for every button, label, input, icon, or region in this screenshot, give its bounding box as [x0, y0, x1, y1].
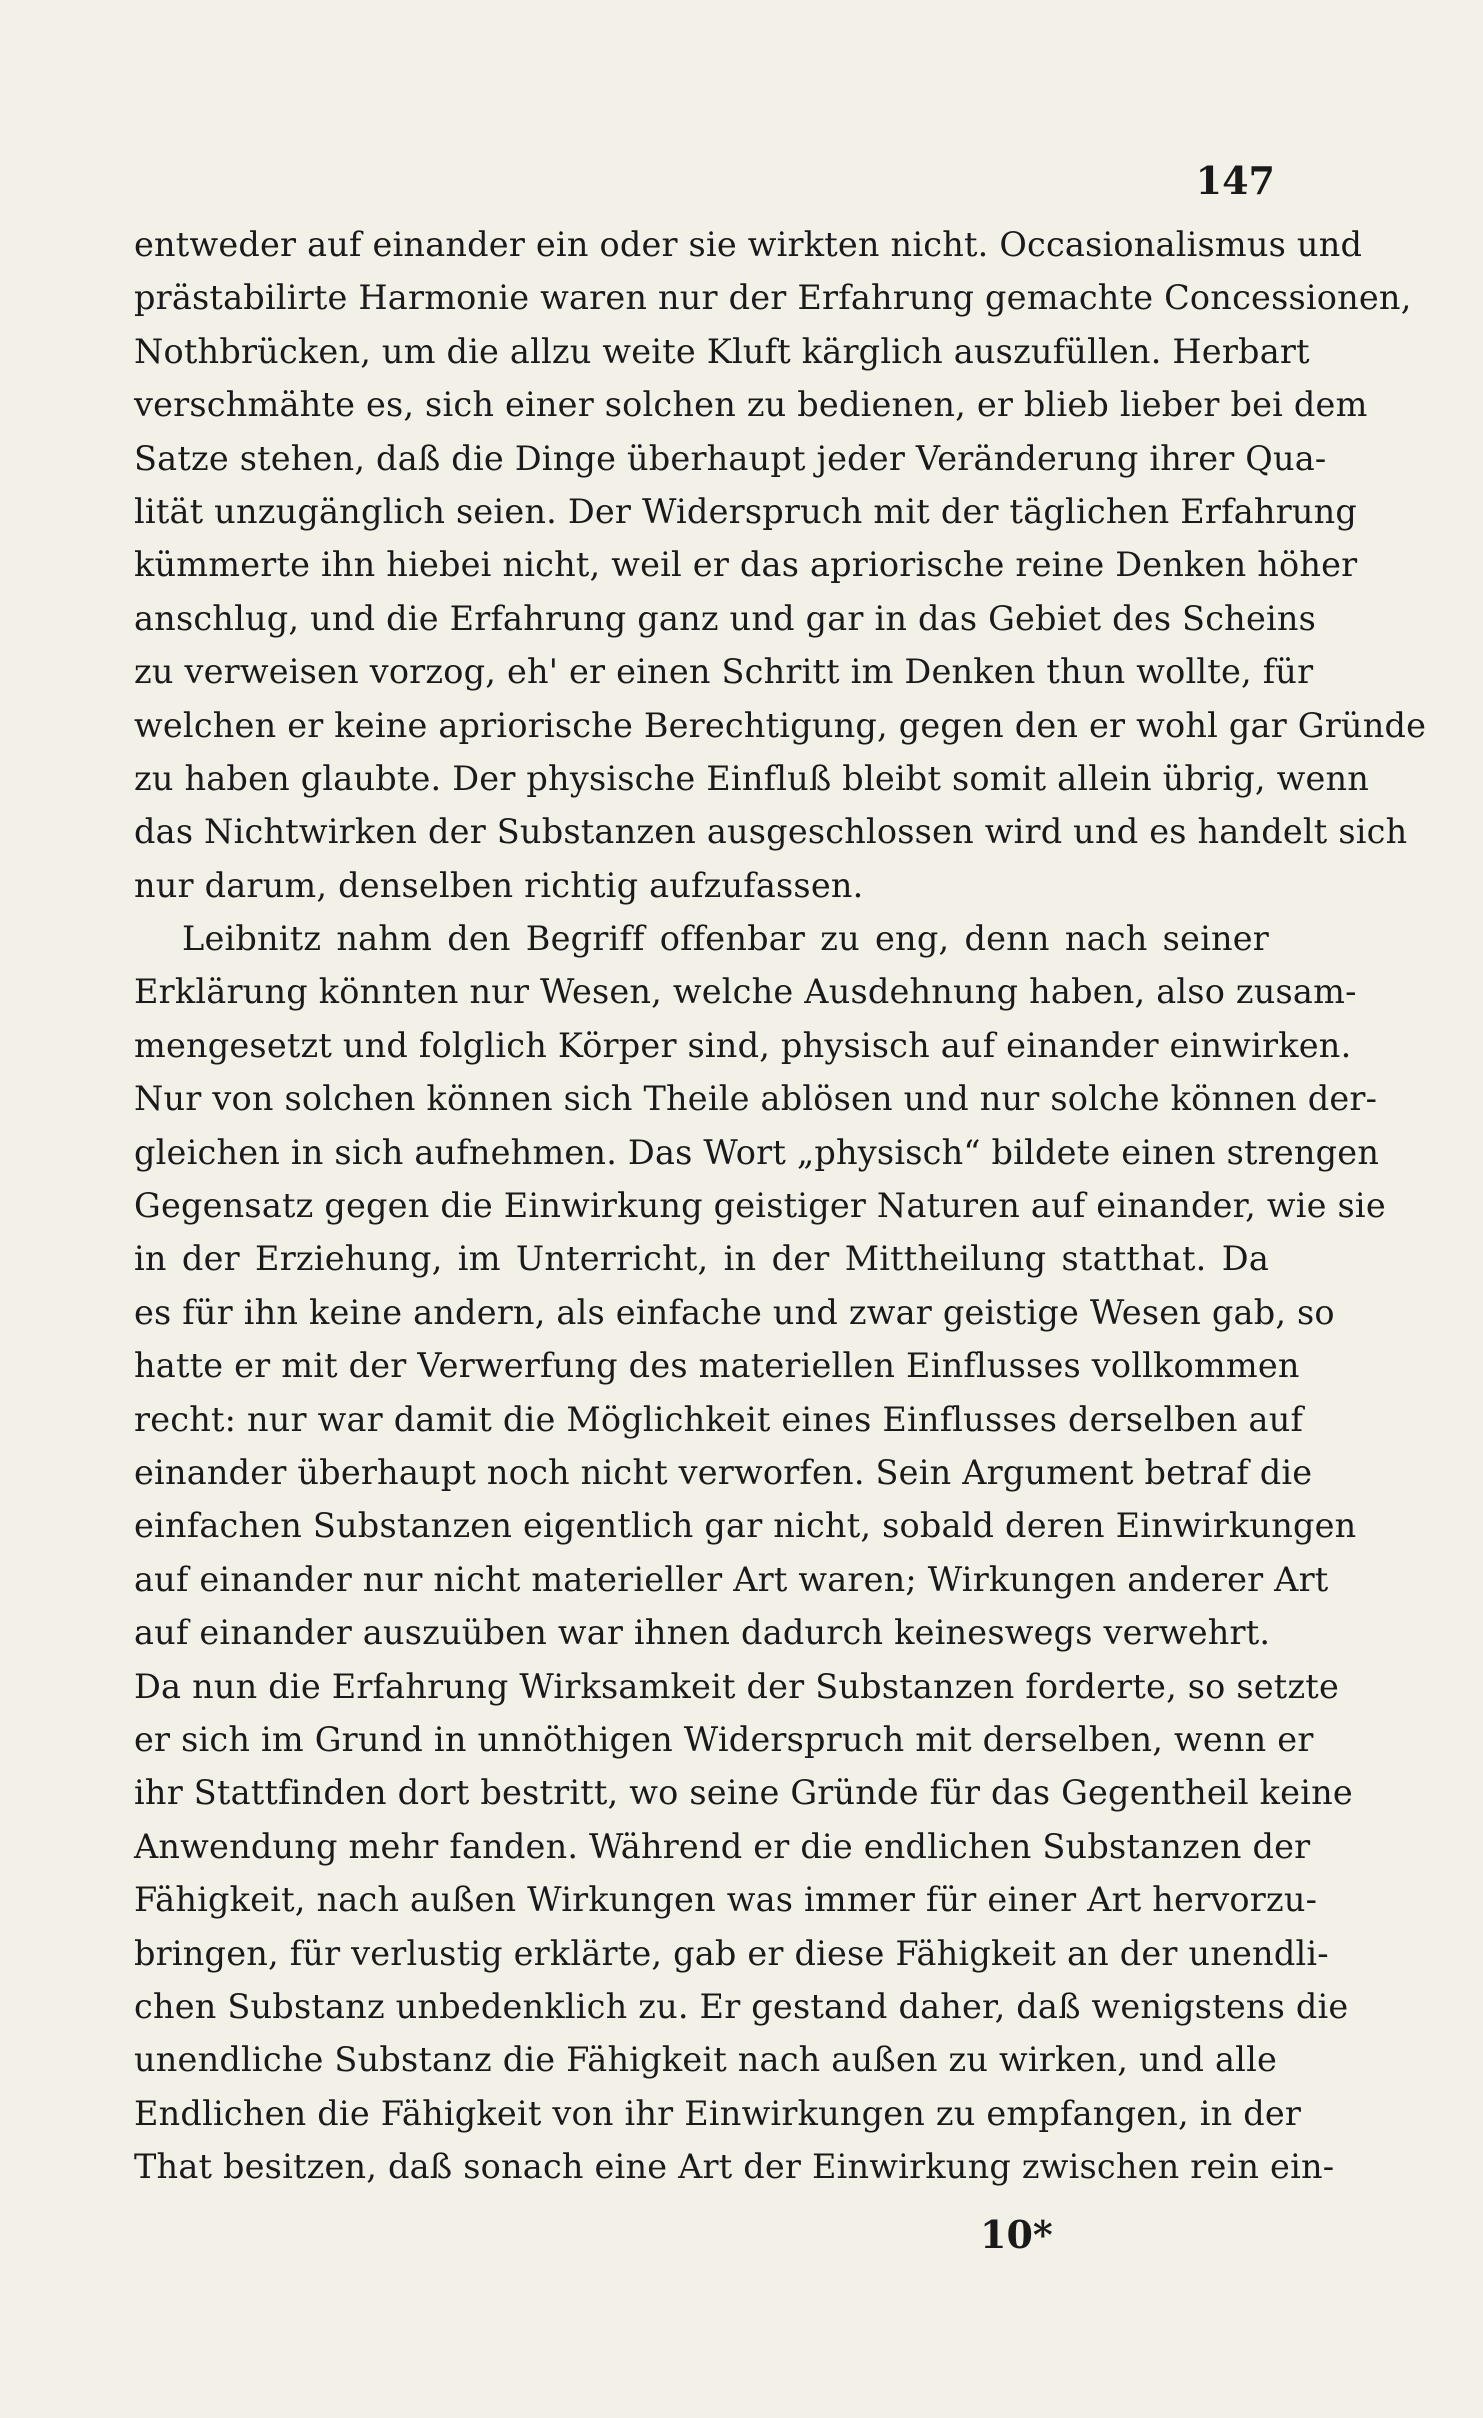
text-line: zu verweisen vorzog, eh' er einen Schritt im Denken thun wollte, für — [134, 652, 1314, 692]
text-line: prästabilirte Harmonie waren nur der Erfahrung gemachte Concessionen, — [134, 278, 1412, 318]
text-line: recht: nur war damit die Möglichkeit eines Einflusses derselben auf — [134, 1399, 1304, 1439]
text-line: in der Erziehung, im Unterricht, in der Mittheilung statthat. Da — [134, 1239, 1269, 1279]
text-line: nur darum, denselben richtig aufzufassen. — [134, 865, 864, 905]
text-line: Anwendung mehr fanden. Während er die endlichen Substanzen der — [134, 1826, 1311, 1866]
text-line: ihr Stattfinden dort bestritt, wo seine Gründe für das Gegentheil keine — [134, 1773, 1353, 1813]
text-line: das Nichtwirken der Substanzen ausgeschlossen wird und es handelt sich — [134, 812, 1408, 852]
text-line: Leibnitz nahm den Begriff offenbar zu eng, denn nach seiner — [182, 919, 1269, 959]
text-line: er sich im Grund in unnöthigen Widerspruch mit derselben, wenn er — [134, 1719, 1314, 1759]
text-line: auf einander auszuüben war ihnen dadurch keineswegs verwehrt. — [134, 1613, 1271, 1653]
text-line: mengesetzt und folglich Körper sind, physisch auf einander einwirken. — [134, 1025, 1352, 1065]
text-line: einander überhaupt noch nicht verworfen. Sein Argument betraf die — [134, 1452, 1313, 1492]
text-line: Fähigkeit, nach außen Wirkungen was immer für einer Art hervorzu- — [134, 1880, 1318, 1920]
text-line: gleichen in sich aufnehmen. Das Wort „physisch“ bildete einen strengen — [134, 1132, 1380, 1172]
text-line: Erklärung könnten nur Wesen, welche Ausdehnung haben, also zusam- — [134, 972, 1357, 1012]
text-line: zu haben glaubte. Der physische Einfluß bleibt somit allein übrig, wenn — [134, 758, 1370, 798]
body-text — [134, 218, 1427, 2193]
text-line: chen Substanz unbedenklich zu. Er gestand daher, daß wenigstens die — [134, 1986, 1349, 2026]
text-line: Nothbrücken, um die allzu weite Kluft kärglich auszufüllen. Herbart — [134, 331, 1310, 371]
text-line: anschlug, und die Erfahrung ganz und gar in das Gebiet des Scheins — [134, 598, 1317, 638]
text-line: auf einander nur nicht materieller Art waren; Wirkungen anderer Art — [134, 1559, 1329, 1599]
text-line: Da nun die Erfahrung Wirksamkeit der Substanzen forderte, so setzte — [134, 1666, 1339, 1706]
text-line: entweder auf einander ein oder sie wirkten nicht. Occasionalismus und — [134, 225, 1363, 264]
text-line: Satze stehen, daß die Dinge überhaupt jeder Veränderung ihrer Qua- — [134, 438, 1327, 478]
text-line: es für ihn keine andern, als einfache und zwar geistige Wesen gab, so — [134, 1292, 1335, 1332]
text-line: hatte er mit der Verwerfung des materiellen Einflusses vollkommen — [134, 1346, 1300, 1386]
text-line: Gegensatz gegen die Einwirkung geistiger Naturen auf einander, wie sie — [134, 1186, 1386, 1226]
page-number: 147 — [1195, 158, 1275, 203]
text-line: That besitzen, daß sonach eine Art der Einwirkung zwischen rein ein- — [134, 2147, 1335, 2187]
text-line: kümmerte ihn hiebei nicht, weil er das apriorische reine Denken höher — [134, 545, 1358, 585]
text-line: einfachen Substanzen eigentlich gar nicht, sobald deren Einwirkungen — [134, 1506, 1357, 1546]
text-line: Nur von solchen können sich Theile ablösen und nur solche können der- — [134, 1079, 1378, 1119]
text-line: unendliche Substanz die Fähigkeit nach außen zu wirken, und alle — [134, 2040, 1278, 2080]
text-line: lität unzugänglich seien. Der Widerspruch mit der täglichen Erfahrung — [134, 491, 1358, 531]
text-line: verschmähte es, sich einer solchen zu bedienen, er blieb lieber bei dem — [134, 385, 1368, 425]
text-line: Endlichen die Fähigkeit von ihr Einwirkungen zu empfangen, in der — [134, 2093, 1302, 2133]
text-line: welchen er keine apriorische Berechtigung, gegen den er wohl gar Gründe — [134, 705, 1427, 745]
text-line: bringen, für verlustig erklärte, gab er diese Fähigkeit an der unendli- — [134, 1933, 1329, 1973]
signature-mark: 10* — [980, 2212, 1053, 2257]
